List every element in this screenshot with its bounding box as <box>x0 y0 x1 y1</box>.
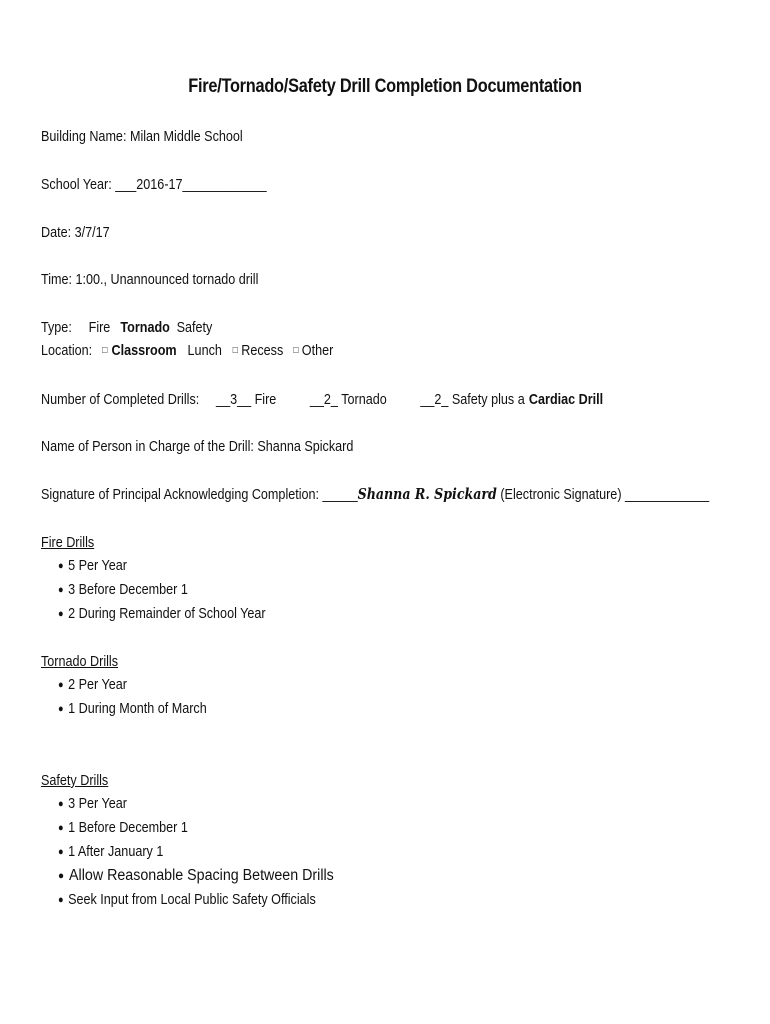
list-item: ● Seek Input from Local Public Safety Officials <box>58 891 316 908</box>
location-recess: Recess <box>241 342 284 359</box>
person-in-charge: Name of Person in Charge of the Drill: Shanna Spickard <box>41 438 354 455</box>
building-name: Building Name: Milan Middle School <box>41 128 243 145</box>
drills-label: Number of Completed Drills: <box>41 391 200 408</box>
document-title: Fire/Tornado/Safety Drill Completion Documentation <box>188 76 582 97</box>
fire-drills-heading: Fire Drills <box>41 534 95 551</box>
list-item: ● 5 Per Year <box>58 557 127 574</box>
drills-safety: __2_ Safety plus a <box>420 391 525 408</box>
drills-cardiac: Cardiac Drill <box>528 391 604 408</box>
drill-date: Date: 3/7/17 <box>41 224 110 241</box>
signature-suffix: (Electronic Signature) ____________ <box>496 486 710 503</box>
checkbox-icon: □ <box>293 345 299 356</box>
location-label: Location: <box>41 342 93 359</box>
list-item: ● 1 During Month of March <box>58 700 207 717</box>
list-item: ● Allow Reasonable Spacing Between Drills <box>58 867 334 884</box>
location-classroom: Classroom <box>111 342 177 359</box>
bullet-icon: ● <box>58 679 64 691</box>
checkbox-icon: □ <box>102 345 108 356</box>
drills-fire: __3__ Fire <box>216 391 277 408</box>
type-label: Type: <box>41 319 72 336</box>
drill-type <box>41 319 212 336</box>
signature-label: Signature of Principal Acknowledging Completion: _____ <box>41 486 358 503</box>
list-item: ● 3 Before December 1 <box>58 581 188 598</box>
tornado-drills-heading: Tornado Drills <box>41 653 119 670</box>
bullet-icon: ● <box>58 822 64 834</box>
bullet-icon: ● <box>58 584 64 596</box>
principal-signature <box>41 485 709 503</box>
list-item: ● 2 During Remainder of School Year <box>58 605 266 622</box>
location-other: Other <box>301 342 334 359</box>
bullet-icon: ● <box>58 798 64 810</box>
bullet-icon: ● <box>58 608 64 620</box>
drill-location <box>41 342 333 359</box>
school-year-label: School Year: <box>41 176 116 193</box>
list-item: ● 3 Per Year <box>58 795 127 812</box>
drill-time: Time: 1:00., Unannounced tornado drill <box>41 271 259 288</box>
list-item: ● 2 Per Year <box>58 676 127 693</box>
location-lunch: Lunch <box>187 342 222 359</box>
bullet-icon: ● <box>58 870 65 882</box>
bullet-icon: ● <box>58 894 64 906</box>
bullet-icon: ● <box>58 560 64 572</box>
school-year <box>41 176 267 193</box>
bullet-icon: ● <box>58 846 64 858</box>
type-safety: Safety <box>176 319 213 336</box>
type-tornado: Tornado <box>120 319 170 336</box>
list-item: ● 1 Before December 1 <box>58 819 188 836</box>
bullet-icon: ● <box>58 703 64 715</box>
safety-drills-heading: Safety Drills <box>41 772 109 789</box>
signature-value: Shanna R. Spickard <box>357 485 497 503</box>
list-item: ● 1 After January 1 <box>58 843 164 860</box>
completed-drills <box>41 391 603 408</box>
type-fire: Fire <box>88 319 111 336</box>
school-year-value: ___2016-17____________ <box>115 176 267 193</box>
checkbox-icon: □ <box>232 345 238 356</box>
drills-tornado: __2_ Tornado <box>309 391 387 408</box>
